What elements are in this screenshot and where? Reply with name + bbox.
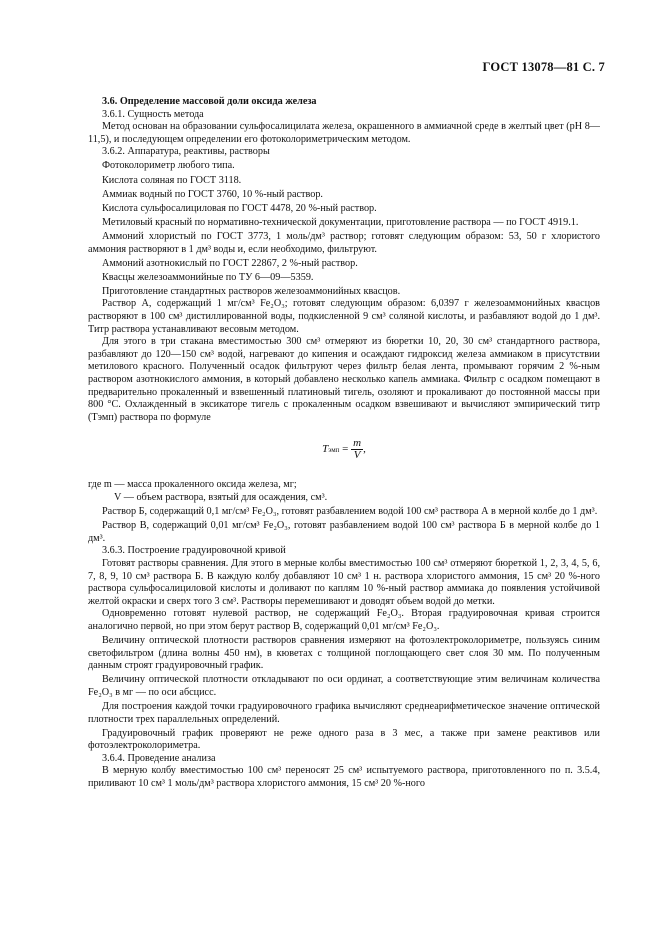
- formula-lhs: T: [322, 443, 329, 456]
- formula-legend: где m — масса прокаленного оксида железа, мг;: [88, 479, 297, 491]
- paragraph: Раствор А, содержащий 1 мг/см³ Fe₂O₃; готовят следующим образом: 6,0397 г железоаммонийных квасцов растворяют в 100 см³ дистиллированной воды, подкисленной 9 см³ соляной кислоты, и разбавляют водой до 1 дм³. Титр раствора устанавливают весовым методом.: [88, 298, 600, 335]
- formula-fraction: [351, 438, 363, 461]
- paragraph: Готовят растворы сравнения. Для этого в мерные колбы вместимостью 100 см³ отмеряют бюреткой 1, 2, 3, 4, 5, 6, 7, 8, 9, 10 см³ раствора Б. В каждую колбу добавляют 10 см³ 1 н. раствора хлористого аммония, 15 см³ 20 %-ного раствора сульфосалициловой кислоты и доливают по каплям 10 %-ный раствор аммиака до появления устойчивой желтой окраски и сверх того 3 см³. Растворы перемешивают и доводят объем водой до метки.: [88, 557, 600, 607]
- formula-legend: V — объем раствора, взятый для осаждения, см³.: [114, 491, 328, 503]
- subsection-heading: 3.6.1. Сущность метода: [102, 108, 204, 120]
- paragraph: Метод основан на образовании сульфосалицилата железа, окрашенного в аммиачной среде в желтый цвет (pH 8—11,5), и последующем определении его фотоколориметрическим методом.: [88, 121, 600, 145]
- document-body: [88, 96, 600, 791]
- reagent-item: Квасцы железоаммонийные по ТУ 6—09—5359.: [102, 271, 314, 283]
- formula-subscript: эмп: [328, 446, 340, 455]
- formula-numerator: m: [353, 437, 362, 450]
- reagent-item: Кислота соляная по ГОСТ 3118.: [102, 174, 242, 186]
- paragraph: Раствор В, содержащий 0,01 мг/см³ Fe₂O₃, готовят разбавлением водой 100 см³ раствора Б в мерной колбе до 1 дм³.: [88, 520, 600, 544]
- subsection-heading: 3.6.3. Построение градуировочной кривой: [102, 545, 286, 557]
- reagent-item: Аммоний хлористый по ГОСТ 3773, 1 моль/дм³ раствор; готовят следующим образом: 53, 50 г хлористого аммония растворяют в 1 дм³ воды и, если необходимо, фильтруют.: [88, 230, 600, 255]
- subsection-heading: 3.6.2. Аппаратура, реактивы, растворы: [102, 146, 270, 158]
- paragraph: Градуировочный график проверяют не реже одного раза в 3 мес, а также при замене реактивов или фотоэлектроколориметра.: [88, 727, 600, 752]
- reagent-item: Аммиак водный по ГОСТ 3760, 10 %-ный раствор.: [102, 188, 323, 200]
- paragraph: Для построения каждой точки градуировочного графика вычисляют среднеарифметическое значение оптической плотности трех параллельных определений.: [88, 700, 600, 725]
- reagent-item: Кислота сульфосалициловая по ГОСТ 4478, 20 %-ный раствор.: [102, 202, 377, 214]
- paragraph: Для этого в три стакана вместимостью 300 см³ отмеряют из бюретки 10, 20, 30 см³ стандартного раствора, разбавляют до 120—150 см³ водой, нагревают до кипения и осаждают гидроксид железа аммиаком в присутствии метилового красного. Полученный осадок фильтруют через фильтр белая лента, промывают горячим 2 %-ным раствором азотнокислого аммония, в который добавлено несколько капель аммиака. Фильтр с осадком помещают в предварительно прокаленный и взвешенный платиновый тигель, озоляют и прокаливают до постоянной массы при 800 °С. Охлажденный в эксикаторе тигель с прокаленным осадком взвешивают и вычисляют эмпирический титр (Tэмп) раствора по формуле: [88, 336, 600, 423]
- paragraph: Раствор Б, содержащий 0,1 мг/см³ Fe₂O₃, готовят разбавлением водой 100 см³ раствора А в мерной колбе до 1 дм³.: [102, 506, 598, 518]
- paragraph: Одновременно готовят нулевой раствор, не содержащий Fe₂O₃. Вторая градуировочная кривая строится аналогично первой, но при этом берут раствор В, содержащий 0,01 мг/см³ Fe₂O₃.: [88, 608, 600, 632]
- reagent-item: Фотоколориметр любого типа.: [102, 160, 235, 172]
- formula-denominator: V: [353, 449, 361, 462]
- paragraph: В мерную колбу вместимостью 100 см³ переносят 25 см³ испытуемого раствора, приготовленного по п. 3.5.4, приливают 10 см³ 1 моль/дм³ раствора хлористого аммония, 15 см³ 20 %-ного: [88, 765, 600, 789]
- subsection-heading: 3.6.4. Проведение анализа: [102, 752, 216, 764]
- paragraph: Приготовление стандартных растворов железоаммонийных квасцов.: [102, 285, 401, 297]
- formula-tail: ,: [363, 443, 366, 456]
- section-heading: 3.6. Определение массовой доли оксида железа: [102, 96, 317, 107]
- paragraph: Величину оптической плотности откладывают по оси ординат, а соответствующие этим величинам количества Fe₂O₃ в мг — по оси абсцисс.: [88, 674, 600, 698]
- titer-formula: Tэмп = $\frac{m}{V}$ ,: [322, 437, 366, 462]
- page-header: ГОСТ 13078—81 С. 7: [482, 60, 605, 74]
- reagent-item: Аммоний азотнокислый по ГОСТ 22867, 2 %-ный раствор.: [102, 257, 358, 269]
- paragraph: Величину оптической плотности растворов сравнения измеряют на фотоэлектроколориметре, пользуясь синим светофильтром (длина волны 450 нм), в кюветах с толщиной поглощающего свет слоя 30 мм. По полученным данным строят градуировочный график.: [88, 634, 600, 672]
- reagent-item: Метиловый красный по нормативно-технической документации, приготовление раствора — по ГОСТ 4919.1.: [102, 216, 579, 228]
